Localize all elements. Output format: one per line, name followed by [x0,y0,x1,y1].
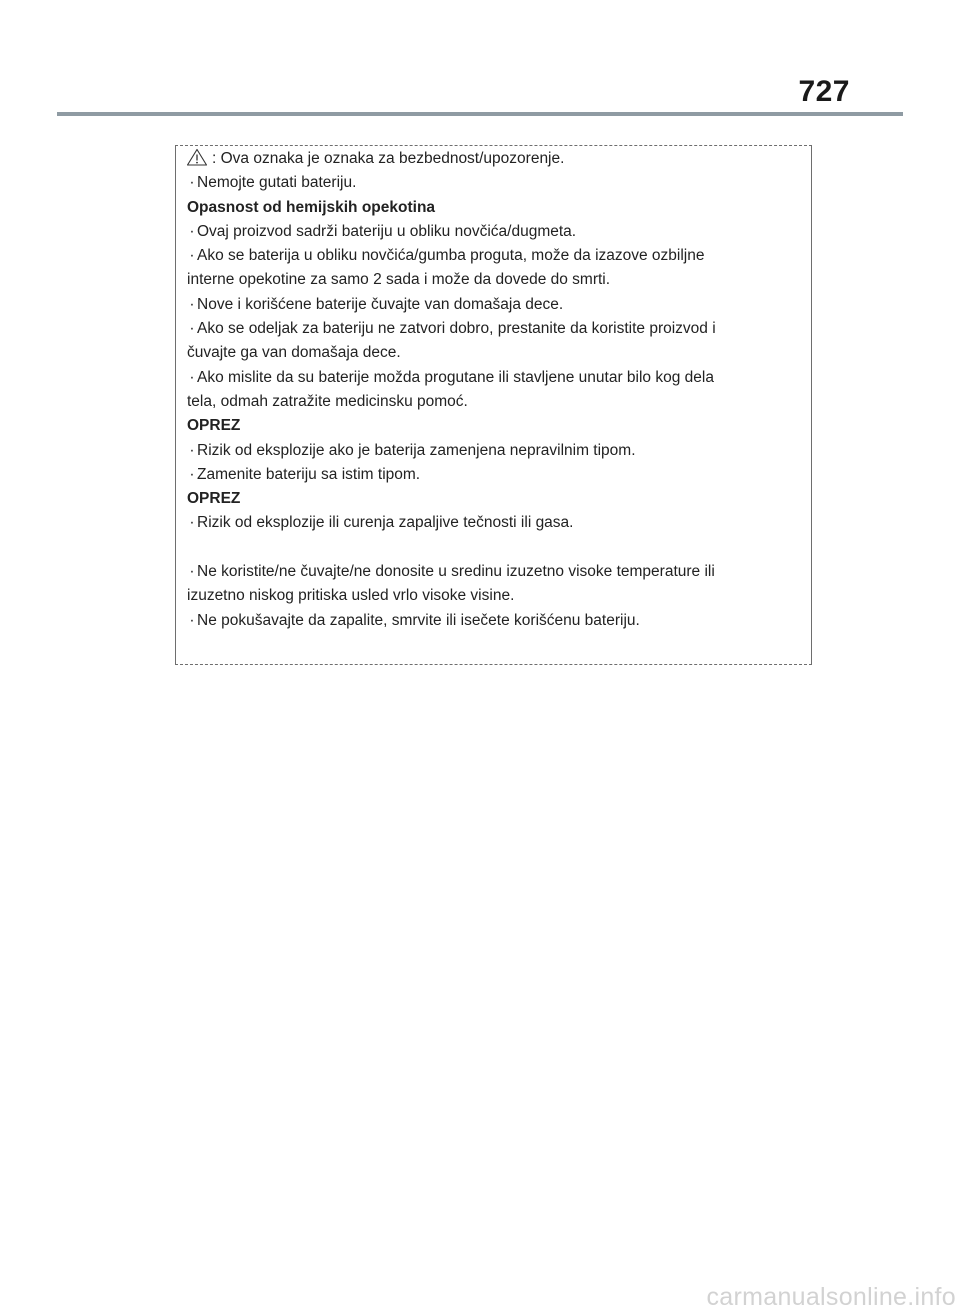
bullet-item [187,463,803,487]
line-text: Rizik od eksplozije ako je baterija zamenjena nepravilnim tipom. [197,441,636,459]
bullet-dot-icon: · [189,514,195,532]
bullet-dot-icon: · [189,611,195,629]
footer-watermark: carmanualsonline.info [706,1283,956,1311]
line-text: tela, odmah zatražite medicinsku pomoć. [187,392,468,410]
line-text: Ako se baterija u obliku novčića/gumba proguta, može da izazove ozbiljne [197,247,705,265]
warning-triangle-icon [186,148,208,166]
bullet-item [187,560,803,584]
section-heading [187,196,803,220]
bullet-dot-icon: · [189,247,195,265]
line-text: Opasnost od hemijskih opekotina [187,198,436,216]
safety-notice-content [187,146,803,633]
bullet-item [187,220,803,244]
bullet-dot-icon: · [189,320,195,338]
bullet-item [187,609,803,633]
bullet-item [187,244,803,268]
bullet-dot-icon: · [189,174,195,192]
bullet-dot-icon: · [189,563,195,581]
line-text: izuzetno niskog pritiska usled vrlo visoke visine. [187,587,515,605]
bullet-item [187,511,803,535]
blank-line [187,536,803,560]
line-text: interne opekotine za samo 2 sada i može da dovede do smrti. [187,271,611,289]
bullet-item [187,439,803,463]
line-text: Ne pokušavajte da zapalite, smrvite ili isečete korišćenu bateriju. [197,611,640,629]
section-heading [187,414,803,438]
line-text: Nemojte gutati bateriju. [197,174,357,192]
bullet-dot-icon: · [189,465,195,483]
line-text: Rizik od eksplozije ili curenja zapaljive tečnosti ili gasa. [197,514,574,532]
line-text: Ako se odeljak za bateriju ne zatvori dobro, prestanite da koristite proizvod i [197,320,716,338]
page-number: 727 [798,75,850,108]
line-text: čuvajte ga van domašaja dece. [187,344,401,362]
bullet-item [187,171,803,195]
bullet-dot-icon: · [189,222,195,240]
line-text: Ne koristite/ne čuvajte/ne donosite u sredinu izuzetno visoke temperature ili [197,563,715,581]
line-text: Ovaj proizvod sadrži bateriju u obliku novčića/dugmeta. [197,222,577,240]
line-text: Ako mislite da su baterije možda progutane ili stavljene unutar bilo kog dela [197,368,714,386]
bullet-item [187,293,803,317]
line-text: Zamenite bateriju sa istim tipom. [197,465,421,483]
bullet-item [187,366,803,390]
header-rule [57,112,903,116]
continuation-line [187,390,803,414]
line-text: OPREZ [187,417,241,435]
section-heading [187,487,803,511]
line-text: Nove i korišćene baterije čuvajte van domašaja dece. [197,295,564,313]
line-text: OPREZ [187,490,241,508]
continuation-line [187,341,803,365]
bullet-item [187,317,803,341]
bullet-dot-icon: · [189,441,195,459]
safety-symbol-legend [187,147,803,171]
bullet-dot-icon: · [189,295,195,313]
bullet-dot-icon: · [189,368,195,386]
continuation-line [187,268,803,292]
line-text: : Ova oznaka je oznaka za bezbednost/upozorenje. [212,150,565,167]
continuation-line [187,584,803,608]
safety-notice-box [175,145,812,665]
